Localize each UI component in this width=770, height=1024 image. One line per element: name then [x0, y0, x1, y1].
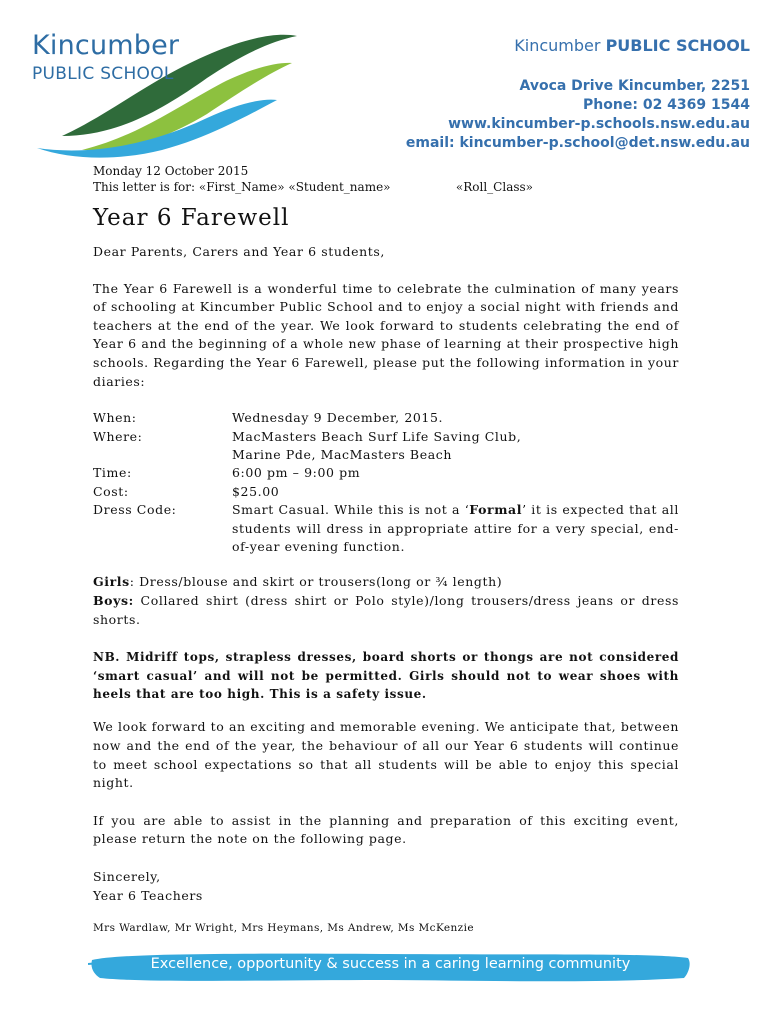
logo-name: Kincumber [32, 30, 180, 61]
contact-brand [406, 36, 750, 55]
boys-label: Boys: [93, 593, 134, 608]
detail-row-when [93, 409, 679, 427]
dress-code-value [232, 501, 679, 556]
dress-code-formal: Formal [469, 502, 523, 518]
time-value: 6:00 pm – 9:00 pm [232, 465, 361, 481]
teacher-names: Mrs Wardlaw, Mr Wright, Mrs Heymans, Ms Andrew, Ms McKenzie [93, 922, 474, 935]
boys-text: Collared shirt (dress shirt or Polo style)/long trousers/dress jeans or dress shorts. [93, 593, 679, 627]
contact-brand-sub: PUBLIC SCHOOL [605, 36, 750, 55]
where-value-line-2: Marine Pde, MacMasters Beach [232, 446, 452, 462]
forward-paragraph: We look forward to an exciting and memorable evening. We anticipate that, between now and the end of the year, the behaviour of all our Year 6 students will continue to meet school expectations so that all students will be able to enjoy this special night. [93, 719, 679, 791]
detail-row-dress-code [93, 501, 679, 556]
when-label: When: [93, 410, 137, 426]
logo-subtitle: PUBLIC SCHOOL [32, 64, 174, 84]
signoff-line-2: Year 6 Teachers [93, 887, 203, 903]
intro-paragraph: The Year 6 Farewell is a wonderful time to celebrate the culmination of many years of schooling at Kincumber Public School and to enjoy a social night with friends and teachers at the end of the year. We look forward to students celebrating the end of Year 6 and the beginning of a whole new phase of learning at their prospective high schools. Regarding the Year 6 Farewell, please put the following information in your diaries: [93, 280, 679, 389]
where-label: Where: [93, 428, 143, 444]
recipient-line [93, 179, 679, 195]
dress-code-post: ’ it is expected that all students will dress in appropriate attire for a very special, end-of-year evening function. [232, 502, 679, 554]
assist-paragraph: If you are able to assist in the planning and preparation of this exciting event, please return the note on the following page. [93, 812, 679, 847]
recipient-text: This letter is for: «First_Name» «Student_name» [93, 180, 391, 194]
detail-row-where [93, 428, 679, 465]
girls-label: Girls [93, 574, 130, 590]
time-label: Time: [93, 465, 132, 481]
greeting: Dear Parents, Carers and Year 6 students, [93, 244, 386, 259]
school-logo [22, 18, 302, 168]
school-email[interactable]: email: kincumber-p.school@det.nsw.edu.au [405, 135, 750, 151]
where-value-line-1: MacMasters Beach Surf Life Saving Club, [232, 428, 522, 444]
where-value [232, 428, 679, 465]
boys-dress-line [93, 592, 679, 629]
letter-title: Year 6 Farewell [93, 205, 290, 231]
school-contact-block [406, 36, 750, 153]
when-value: Wednesday 9 December, 2015. [232, 410, 444, 426]
roll-class-field: «Roll_Class» [455, 180, 533, 194]
school-website[interactable]: www.kincumber-p.schools.nsw.edu.au [448, 116, 750, 132]
contact-brand-name: Kincumber [514, 36, 601, 55]
detail-row-cost [93, 483, 679, 501]
event-details-table [93, 409, 679, 556]
dress-code-label: Dress Code: [93, 502, 177, 518]
cost-label: Cost: [93, 483, 129, 499]
dress-code-pre: Smart Casual. While this is not a ‘ [232, 502, 470, 518]
cost-value: $25.00 [232, 483, 280, 499]
girls-text: : Dress/blouse and skirt or trousers(long or ¾ length) [129, 574, 503, 590]
letter-date: Monday 12 October 2015 [93, 164, 249, 178]
school-address: Avoca Drive Kincumber, 2251 [519, 78, 750, 94]
footer-motto: Excellence, opportunity & success in a caring learning community [150, 956, 631, 972]
detail-row-time [93, 464, 679, 482]
letter-body [93, 163, 679, 934]
nb-notice: NB. Midriff tops, strapless dresses, board shorts or thongs are not considered ‘smart casual’ and will not be permitted. Girls should not to wear shoes with heels that are too high. This is a safety issue. [93, 650, 679, 701]
girls-dress-line [93, 573, 679, 592]
signoff-line-1: Sincerely, [93, 868, 161, 884]
school-phone: Phone: 02 4369 1544 [583, 97, 750, 113]
